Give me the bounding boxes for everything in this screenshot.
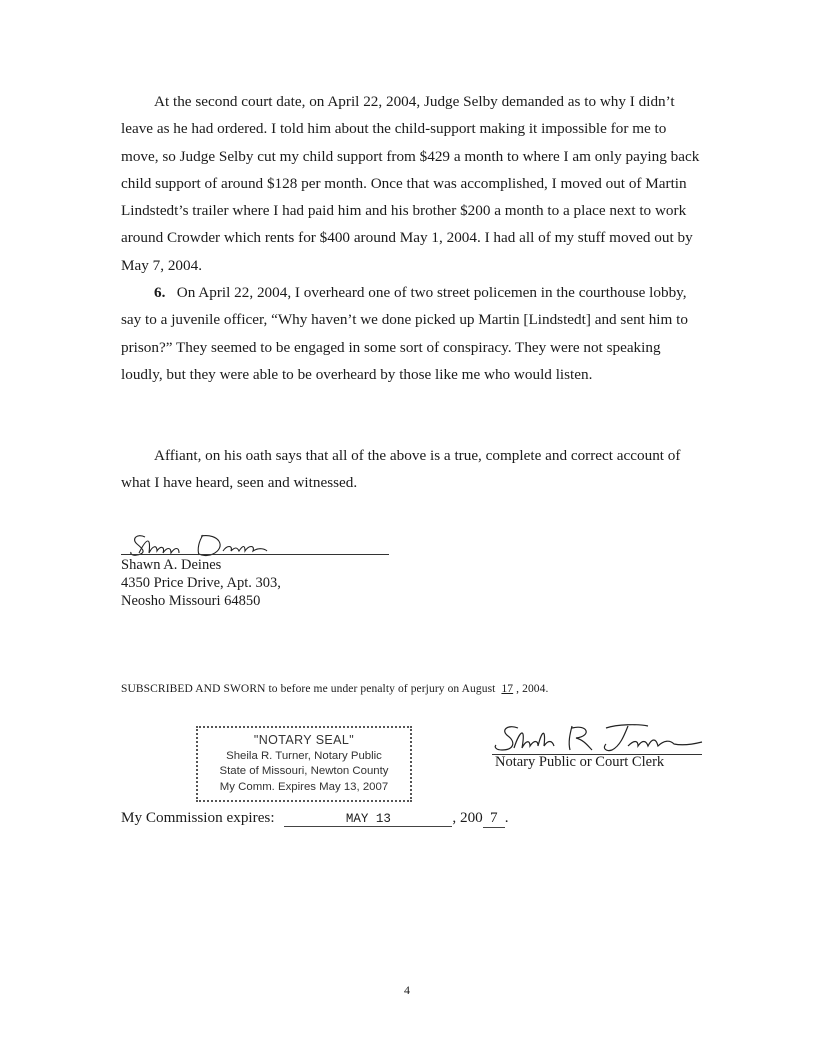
jurat-statement [121,683,548,695]
commission-year-prefix: , 200 [452,809,483,826]
commission-period: . [504,809,509,826]
paragraph-2-text: On April 22, 2004, I overheard one of two street policemen in the courthouse lobby, say to a juvenile officer, “Why haven’t we done picked up Martin [Lindstedt] and sent him to prison?” They seemed to be engaged in some sort of conspiracy. They were not speaking loudly, but they were able to be overheard by those like me who would listen. [121,284,688,383]
jurat-year: , 2004. [516,683,549,695]
stamp-jurisdiction: State of Missouri, Newton County [219,765,389,777]
affiant-address-line-1: 4350 Price Drive, Apt. 303, [121,575,281,592]
body-paragraph-2 [121,279,701,388]
stamp-notary-name: Sheila R. Turner, Notary Public [226,749,382,762]
commission-expires [121,809,509,828]
commission-year-digit: 7 [483,809,505,828]
stamp-title: "NOTARY SEAL" [253,733,355,747]
stamp-expiration: My Comm. Expires May 13, 2007 [219,780,389,793]
commission-month-day: MAY 13 [284,812,452,827]
commission-label: My Commission expires: [121,809,275,826]
jurat-text: SUBSCRIBED AND SWORN to before me under penalty of perjury on August [121,683,496,695]
notary-seal-stamp [196,726,412,802]
paragraph-number: 6. [154,284,166,301]
notary-label: Notary Public or Court Clerk [495,754,665,770]
jurat-day: 17 [501,683,514,695]
affiant-address-line-2: Neosho Missouri 64850 [121,593,261,610]
affiant-signature-line [121,554,389,555]
notary-signature [488,720,708,756]
affiant-details [121,556,421,611]
affiant-name: Shawn A. Deines [121,557,222,573]
body-paragraph-3: Affiant, on his oath says that all of the above is a true, complete and correct account of what I have heard, seen and witnessed. [121,447,681,492]
body-paragraph-1: At the second court date, on April 22, 2004, Judge Selby demanded as to why I didn’t leave as he had ordered. I told him about the child-support making it impossible for me to move, so Judge Selby cut my child support from $429 a month to where I am only paying back child support of around $128 per month. Once that was accomplished, I moved out of Martin Lindstedt’s trailer where I had paid him and his brother $200 a month to a place next to work around Crowder which rents for $400 around May 1, 2004. I had all of my stuff moved out by May 7, 2004. [121,93,700,274]
page-number: 4 [404,983,410,997]
